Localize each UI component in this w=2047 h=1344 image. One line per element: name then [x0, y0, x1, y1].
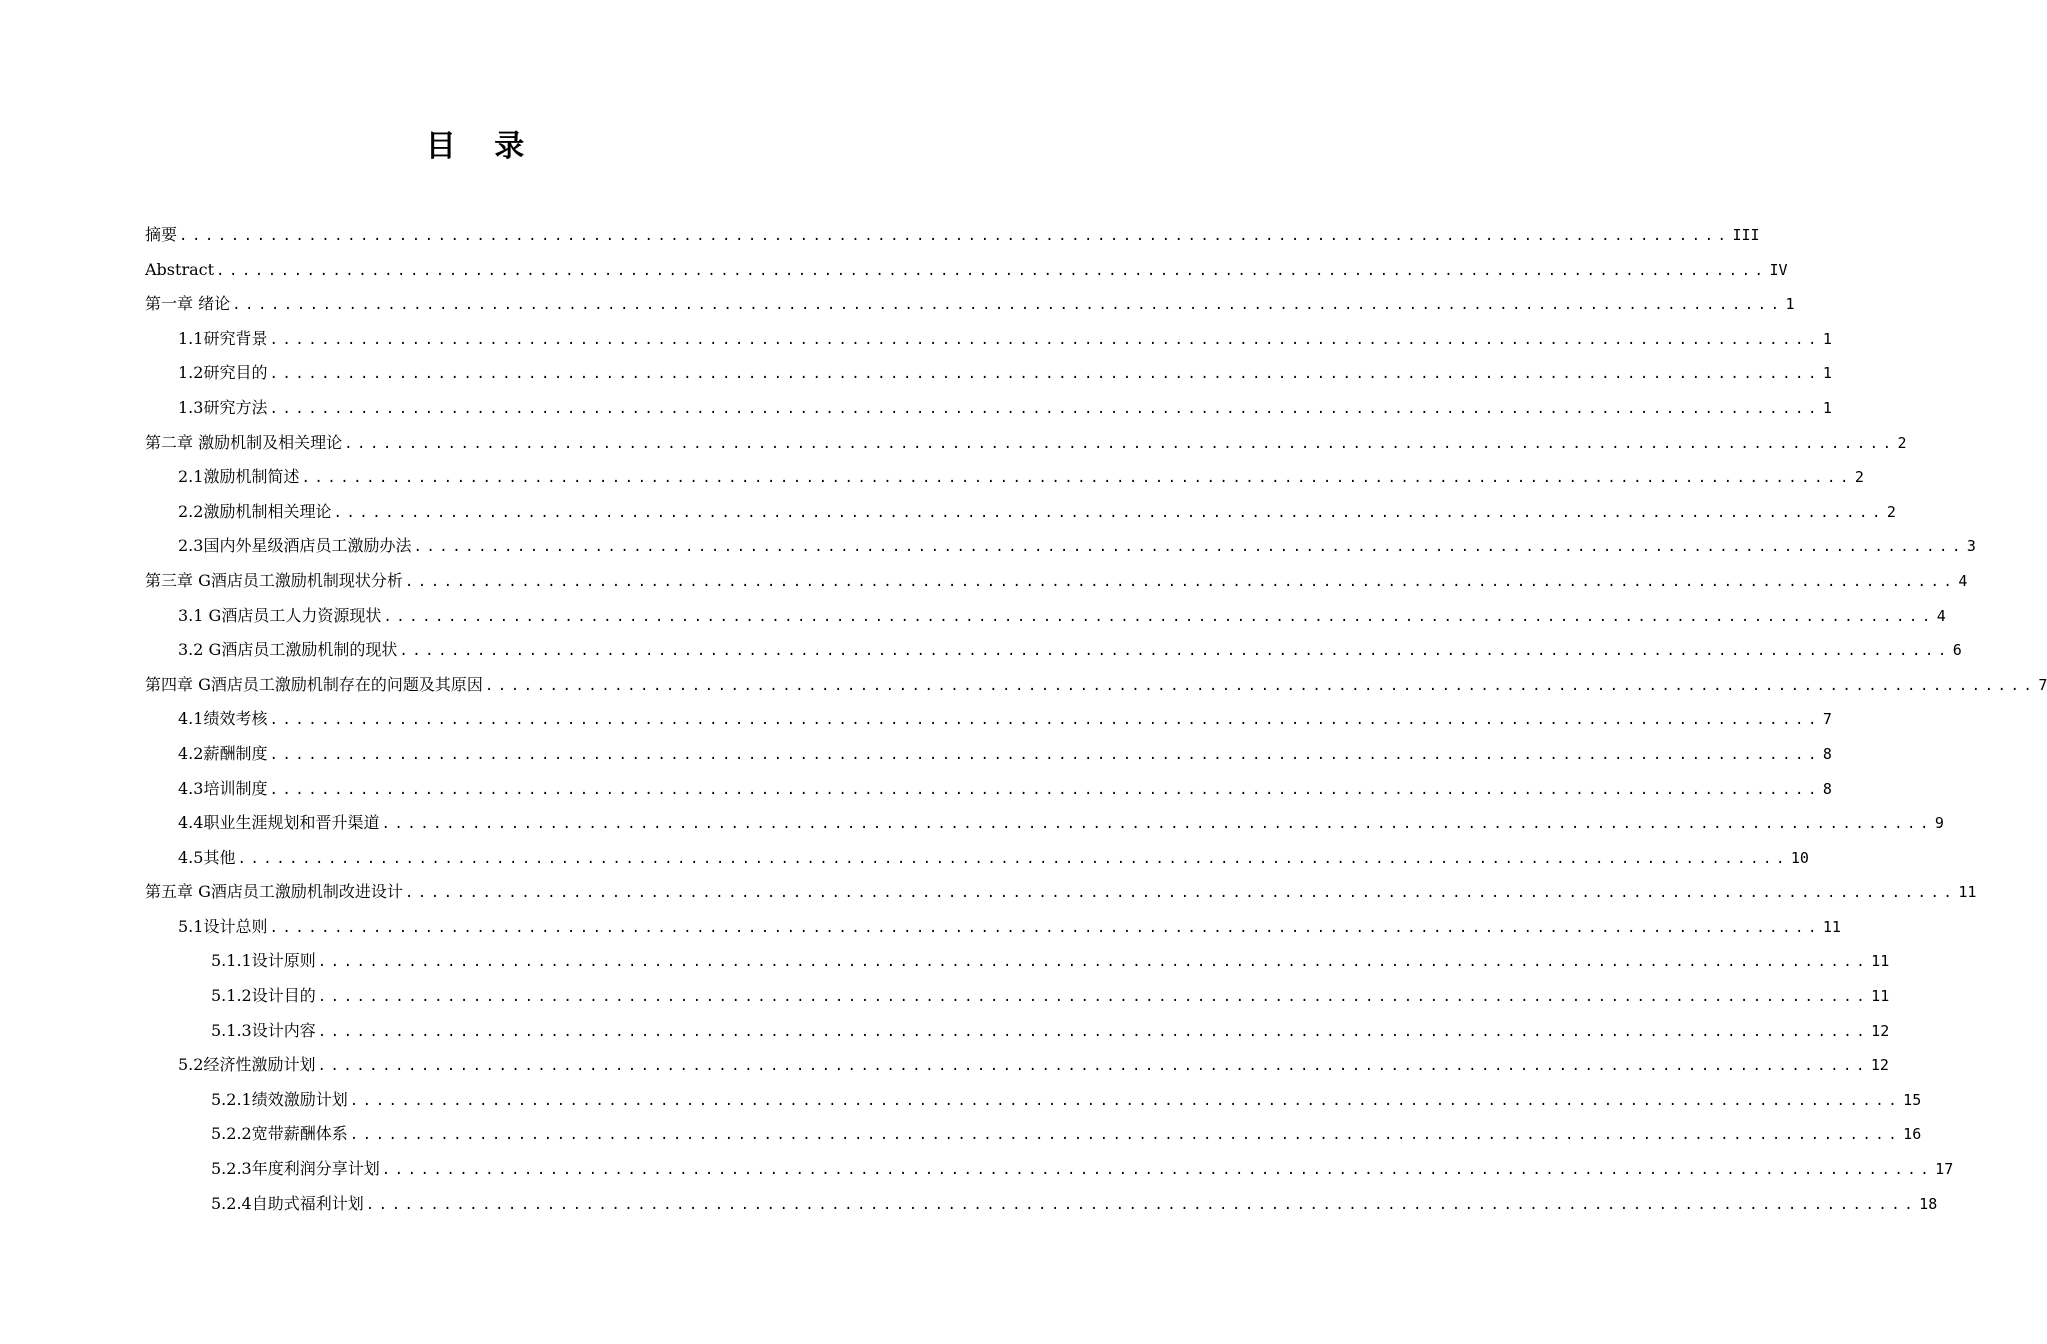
toc-entry-title: 5.2.2宽带薪酬体系 — [211, 1124, 348, 1144]
toc-page-number: 1 — [1822, 398, 1832, 417]
toc-entry[interactable] — [145, 322, 1832, 357]
page-title: 目 录 — [425, 129, 539, 164]
toc-dot-leader: ........................................................................................................................ — [317, 954, 1870, 971]
toc-entry-title: 5.2.4自助式福利计划 — [211, 1193, 364, 1213]
toc-entry[interactable] — [145, 1187, 1938, 1222]
toc-page-number: 1 — [1785, 295, 1795, 314]
toc-entry-title: 5.2.1绩效激励计划 — [211, 1089, 348, 1109]
toc-page-number: 3 — [1966, 537, 1976, 556]
toc-entry-title: 5.1设计总则 — [178, 916, 268, 936]
toc-entry-title: 摘要 — [145, 225, 178, 244]
toc-dot-leader: ........................................................................................................................ — [301, 470, 1853, 487]
toc-entry-title: 第三章 G酒店员工激励机制现状分析 — [145, 570, 403, 590]
toc-page-number: 7 — [1822, 710, 1832, 729]
toc-entry[interactable] — [145, 218, 1760, 253]
toc-page-number: 1 — [1822, 364, 1832, 383]
toc-entry[interactable] — [145, 564, 1968, 599]
table-of-contents — [145, 218, 2047, 1221]
toc-dot-leader: ........................................................................................................................ — [383, 608, 1935, 625]
toc-page-number: 11 — [1958, 883, 1977, 902]
toc-entry[interactable] — [145, 1083, 1922, 1118]
toc-dot-leader: ........................................................................................................................ — [317, 989, 1870, 1006]
toc-dot-leader: ........................................................................................................................ — [216, 262, 1768, 279]
toc-entry[interactable] — [145, 1117, 1922, 1152]
toc-dot-leader: ........................................................................................................................ — [349, 1092, 1902, 1109]
toc-dot-leader: ........................................................................................................................ — [344, 435, 1896, 452]
toc-dot-leader: ........................................................................................................................ — [381, 816, 1933, 833]
toc-entry[interactable] — [145, 356, 1832, 391]
toc-page-number: 6 — [1952, 641, 1962, 660]
toc-entry-title: 4.4职业生涯规划和晋升渠道 — [178, 813, 380, 833]
toc-page-number: IV — [1769, 260, 1788, 279]
toc-page-number: 4 — [1958, 571, 1968, 590]
toc-entry-title: 4.3培训制度 — [178, 778, 268, 798]
toc-entry[interactable] — [145, 668, 2047, 703]
toc-entry-title: 第四章 G酒店员工激励机制存在的问题及其原因 — [145, 674, 483, 694]
toc-entry-title: 1.1研究背景 — [178, 328, 268, 348]
toc-page-number: 2 — [1886, 502, 1896, 521]
toc-entry-title: 2.1激励机制简述 — [178, 467, 300, 487]
toc-page-number: 11 — [1822, 917, 1841, 936]
toc-entry-title: 5.1.2设计目的 — [211, 986, 316, 1006]
toc-page-number: 18 — [1919, 1194, 1938, 1213]
toc-page-number: 2 — [1897, 433, 1907, 452]
toc-entry-title: 3.1 G酒店员工人力资源现状 — [178, 605, 382, 625]
toc-entry-title: 4.2薪酬制度 — [178, 743, 268, 763]
toc-page-number: 8 — [1822, 779, 1832, 798]
toc-entry[interactable] — [145, 910, 1841, 945]
toc-dot-leader: ........................................................................................................................ — [232, 297, 1784, 314]
toc-entry[interactable] — [145, 875, 1977, 910]
toc-entry[interactable] — [145, 702, 1832, 737]
toc-entry-title: 2.3国内外星级酒店员工激励办法 — [178, 536, 412, 556]
toc-entry-title: 4.1绩效考核 — [178, 709, 268, 729]
toc-dot-leader: ........................................................................................................................ — [484, 677, 2037, 694]
toc-entry[interactable] — [145, 1014, 1890, 1049]
toc-page-number: 4 — [1936, 606, 1946, 625]
toc-dot-leader: ........................................................................................................................ — [413, 539, 1965, 556]
toc-entry[interactable] — [145, 633, 1962, 668]
toc-entry-title: 第一章 绪论 — [145, 294, 231, 314]
toc-dot-leader: ........................................................................................................................ — [381, 1162, 1934, 1179]
toc-entry-title: 5.2经济性激励计划 — [178, 1055, 316, 1075]
toc-dot-leader: ........................................................................................................................ — [333, 504, 1885, 521]
toc-dot-leader: ........................................................................................................................ — [349, 1127, 1902, 1144]
toc-entry[interactable] — [145, 253, 1788, 288]
toc-page-number: 15 — [1903, 1090, 1922, 1109]
toc-dot-leader: ........................................................................................................................ — [269, 712, 1821, 729]
toc-entry[interactable] — [145, 287, 1795, 322]
toc-page-number: 12 — [1870, 1056, 1889, 1075]
toc-dot-leader: ........................................................................................................................ — [269, 366, 1821, 383]
toc-page-number: 7 — [2038, 675, 2047, 694]
toc-entry-title: 第二章 激励机制及相关理论 — [145, 432, 343, 452]
toc-entry-title: 3.2 G酒店员工激励机制的现状 — [178, 640, 398, 660]
toc-entry[interactable] — [145, 841, 1809, 876]
toc-entry[interactable] — [145, 1048, 1889, 1083]
toc-dot-leader: ........................................................................................................................ — [179, 228, 1731, 244]
toc-dot-leader: ........................................................................................................................ — [269, 746, 1821, 763]
toc-entry[interactable] — [145, 460, 1864, 495]
toc-dot-leader: ........................................................................................................................ — [269, 919, 1821, 936]
toc-page-number: 17 — [1935, 1160, 1954, 1179]
toc-page-number: 11 — [1871, 987, 1890, 1006]
toc-entry[interactable] — [145, 1152, 1954, 1187]
toc-dot-leader: ........................................................................................................................ — [399, 643, 1951, 660]
toc-entry[interactable] — [145, 426, 1907, 461]
toc-page-number: 12 — [1871, 1021, 1890, 1040]
toc-entry-title: Abstract — [145, 259, 215, 279]
toc-entry[interactable] — [145, 391, 1832, 426]
toc-entry-title: 5.2.3年度利润分享计划 — [211, 1159, 380, 1179]
toc-dot-leader: ........................................................................................................................ — [404, 885, 1957, 902]
toc-entry[interactable] — [145, 737, 1832, 772]
toc-dot-leader: ........................................................................................................................ — [404, 573, 1957, 590]
toc-entry-title: 第五章 G酒店员工激励机制改进设计 — [145, 882, 403, 902]
toc-page-number: 1 — [1822, 329, 1832, 348]
toc-entry[interactable] — [145, 495, 1896, 530]
toc-entry-title: 4.5其他 — [178, 847, 236, 867]
toc-page-number: 8 — [1822, 744, 1832, 763]
toc-entry[interactable] — [145, 979, 1890, 1014]
toc-entry-title: 1.3研究方法 — [178, 397, 268, 417]
toc-entry-title: 1.2研究目的 — [178, 363, 268, 383]
toc-entry-title: 5.1.1设计原则 — [211, 951, 316, 971]
toc-entry[interactable] — [145, 944, 1890, 979]
toc-page-number: III — [1732, 226, 1760, 244]
toc-dot-leader: ........................................................................................................................ — [269, 781, 1821, 798]
toc-entry-title: 2.2激励机制相关理论 — [178, 501, 332, 521]
toc-page-number: 11 — [1871, 952, 1890, 971]
toc-entry[interactable] — [145, 806, 1944, 841]
toc-entry[interactable] — [145, 599, 1946, 634]
toc-page-number: 10 — [1790, 848, 1809, 867]
toc-entry[interactable] — [145, 529, 1976, 564]
toc-dot-leader: ........................................................................................................................ — [317, 1023, 1870, 1040]
toc-dot-leader: ........................................................................................................................ — [365, 1196, 1918, 1213]
toc-page-number: 2 — [1854, 468, 1864, 487]
toc-entry-title: 5.1.3设计内容 — [211, 1020, 316, 1040]
toc-page-number: 9 — [1934, 814, 1944, 833]
toc-entry[interactable] — [145, 772, 1832, 807]
toc-dot-leader: ........................................................................................................................ — [269, 400, 1821, 417]
toc-dot-leader: ........................................................................................................................ — [317, 1058, 1869, 1075]
toc-page-number: 16 — [1903, 1125, 1922, 1144]
toc-dot-leader: ........................................................................................................................ — [269, 331, 1821, 348]
toc-dot-leader: ........................................................................................................................ — [237, 850, 1789, 867]
